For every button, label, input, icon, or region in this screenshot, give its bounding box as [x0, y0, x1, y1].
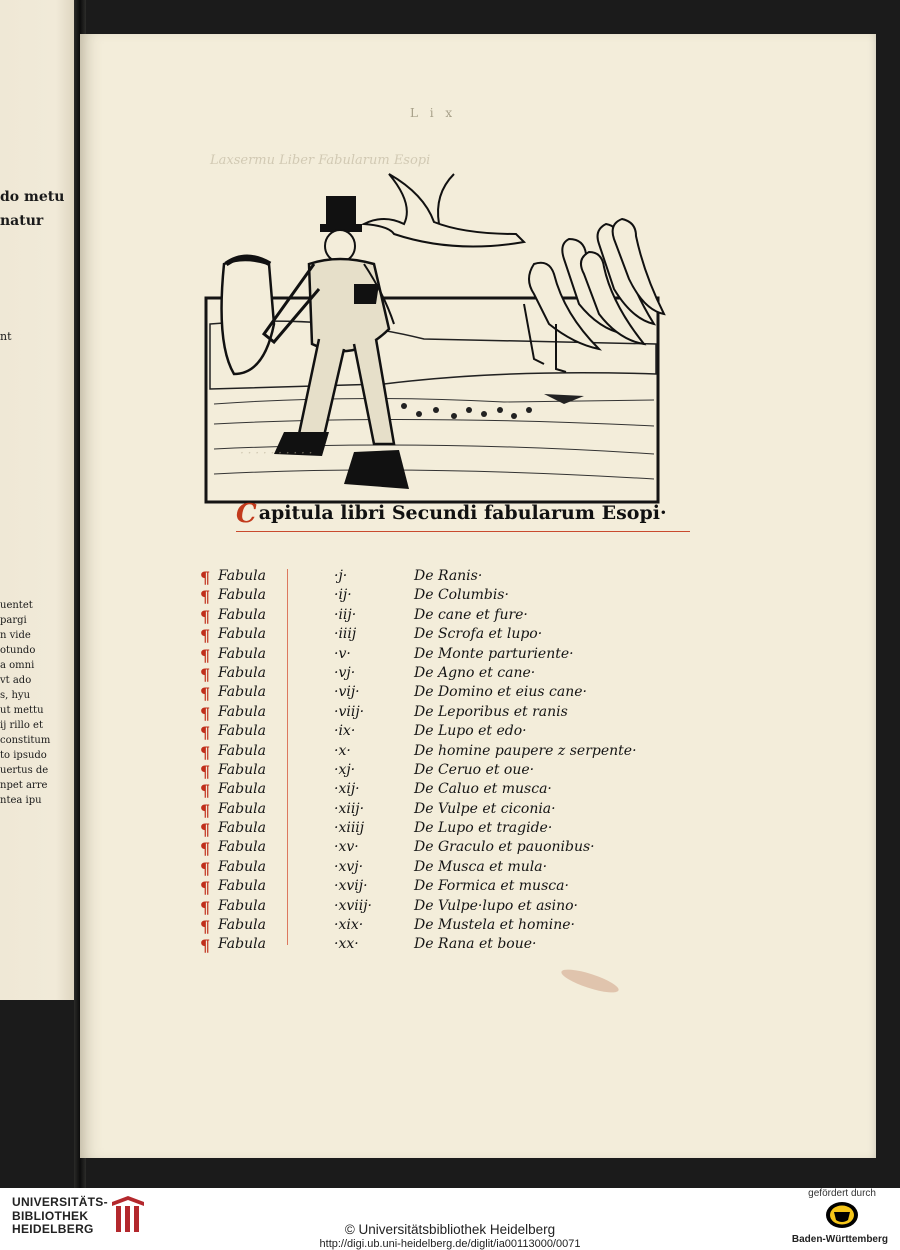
fable-title: De Vulpe et ciconia· — [414, 800, 556, 817]
left-line: to ipsudo — [0, 750, 47, 761]
sponsor-name: Baden-Württemberg — [791, 1234, 888, 1245]
table-row — [200, 585, 670, 607]
state-coat-of-arms-icon[interactable] — [824, 1200, 860, 1230]
fable-title: De Scrofa et lupo· — [414, 626, 543, 643]
fable-number: ·xix· — [334, 917, 364, 934]
pilcrow-icon: ¶ — [200, 742, 211, 762]
table-row — [200, 799, 670, 818]
fable-number: ·xvj· — [334, 858, 364, 875]
fable-title: De Columbis· — [414, 587, 509, 604]
left-line: nt — [0, 330, 12, 343]
fable-label: Fabula — [218, 587, 266, 604]
left-line: do metu — [0, 189, 65, 205]
fable-number: ·ix· — [334, 723, 356, 740]
pilcrow-icon: ¶ — [200, 684, 211, 704]
table-row — [200, 644, 670, 663]
fable-label: Fabula — [218, 897, 266, 914]
table-row — [200, 663, 670, 682]
left-line: vt ado — [0, 675, 32, 686]
fable-number: ·j· — [334, 568, 348, 584]
library-name-line: BIBLIOTHEK — [12, 1208, 89, 1223]
fable-title: De Rana et boue· — [414, 936, 537, 953]
pilcrow-icon: ¶ — [200, 761, 211, 781]
pilcrow-icon: ¶ — [200, 626, 211, 646]
fable-title: De cane et fure· — [414, 606, 528, 623]
table-row — [200, 779, 670, 801]
facing-page-left — [0, 0, 80, 1000]
fable-title: De Formica et musca· — [414, 878, 569, 895]
pilcrow-icon: ¶ — [200, 781, 211, 801]
chapter-heading-text: apitula libri Secundi fabularum Esopi· — [258, 502, 667, 524]
fable-number: ·ij· — [334, 587, 352, 604]
fable-label: Fabula — [218, 800, 266, 817]
table-row — [200, 818, 670, 840]
pilcrow-icon: ¶ — [200, 800, 211, 820]
pilcrow-icon: ¶ — [200, 820, 211, 840]
table-row — [200, 566, 670, 585]
fable-label: Fabula — [218, 820, 266, 837]
left-page-text-lower — [0, 598, 51, 808]
table-row — [200, 721, 670, 743]
fable-label: Fabula — [218, 761, 266, 778]
fable-number: ·vj· — [334, 664, 356, 681]
library-name-line: HEIDELBERG — [12, 1222, 94, 1236]
fable-title: De Domino et eius cane· — [414, 684, 587, 701]
fable-number: ·vij· — [334, 684, 360, 701]
left-line: ij rillo et — [0, 720, 43, 731]
fable-label: Fabula — [218, 742, 266, 759]
fable-number: ·xiiij — [334, 820, 365, 837]
table-row — [200, 915, 670, 937]
fable-label: Fabula — [218, 626, 266, 643]
fable-number: ·xj· — [334, 761, 356, 778]
table-row — [200, 857, 670, 876]
fable-number: ·iiij — [334, 626, 357, 643]
table-row — [200, 702, 670, 721]
fable-label: Fabula — [218, 917, 266, 934]
pilcrow-icon: ¶ — [200, 606, 211, 626]
left-line: constitum — [0, 735, 51, 746]
permalink-url[interactable]: http://digi.ub.uni-heidelberg.de/diglit/ia00113000/0071 — [319, 1238, 581, 1250]
left-line: ntea ipu — [0, 795, 42, 806]
fable-title: De Vulpe·lupo et asino· — [414, 897, 578, 914]
left-page-text-mid — [0, 330, 40, 344]
pilcrow-icon: ¶ — [200, 568, 211, 587]
left-line: npet arre — [0, 780, 48, 791]
table-row — [200, 741, 670, 760]
fable-title: De Ceruo et oue· — [414, 761, 535, 778]
fable-index — [200, 566, 670, 954]
fable-number: ·xvij· — [334, 878, 368, 895]
fable-number: ·viij· — [334, 703, 365, 720]
pilcrow-icon: ¶ — [200, 723, 211, 743]
pilcrow-icon: ¶ — [200, 839, 211, 859]
fable-title: De Musca et mula· — [414, 858, 548, 875]
fable-title: De Agno et cane· — [414, 664, 536, 681]
table-row — [200, 605, 670, 624]
fable-title: De Leporibus et ranis — [414, 703, 568, 720]
fable-label: Fabula — [218, 878, 266, 895]
pilcrow-icon: ¶ — [200, 587, 211, 607]
fable-label: Fabula — [218, 664, 266, 681]
sponsor-label: gefördert durch — [808, 1188, 876, 1199]
fable-number: ·xij· — [334, 781, 360, 798]
fable-title: De Graculo et pauonibus· — [414, 839, 595, 856]
fable-label: Fabula — [218, 645, 266, 662]
table-row — [200, 682, 670, 704]
pilcrow-icon: ¶ — [200, 878, 211, 898]
pilcrow-icon: ¶ — [200, 936, 211, 956]
pilcrow-icon: ¶ — [200, 645, 211, 665]
fable-title: De homine paupere z serpente· — [414, 742, 637, 759]
table-row — [200, 837, 670, 859]
fable-number: ·xv· — [334, 839, 359, 856]
left-line: a omni — [0, 660, 35, 671]
left-line: uentet — [0, 600, 33, 611]
left-line: uertus de — [0, 765, 49, 776]
fable-number: ·xiij· — [334, 800, 365, 817]
rubricated-initial: C — [236, 499, 257, 529]
heading-underline — [236, 531, 690, 532]
fable-title: De Monte parturiente· — [414, 645, 574, 662]
table-row — [200, 876, 670, 898]
bleed-through-heading: Laxsermu Liber Fabularum Esopi — [210, 153, 431, 168]
fable-title: De Caluo et musca· — [414, 781, 552, 798]
table-row — [200, 760, 670, 779]
left-line: otundo — [0, 645, 36, 656]
pilcrow-icon: ¶ — [200, 897, 211, 917]
left-line: s, hyu — [0, 690, 31, 701]
page-mark: L i x — [410, 106, 457, 120]
fable-number: ·xx· — [334, 936, 359, 953]
fable-label: Fabula — [218, 936, 266, 953]
fable-title: De Lupo et tragide· — [414, 820, 553, 837]
fable-number: ·xviij· — [334, 897, 373, 914]
left-page-text-top — [0, 185, 65, 233]
fable-title: De Mustela et homine· — [414, 917, 575, 934]
copyright-notice: © Universitätsbibliothek Heidelberg — [344, 1222, 556, 1237]
pilcrow-icon: ¶ — [200, 858, 211, 878]
fable-label: Fabula — [218, 723, 266, 740]
footer-bar — [0, 1188, 900, 1250]
table-row — [200, 896, 670, 915]
pilcrow-icon: ¶ — [200, 703, 211, 723]
left-line: pargi — [0, 615, 27, 626]
ink-smudge — [559, 965, 620, 997]
pilcrow-icon: ¶ — [200, 664, 211, 684]
chapter-heading — [236, 496, 702, 532]
left-line: n vide — [0, 630, 31, 641]
fable-label: Fabula — [218, 703, 266, 720]
library-name-line: UNIVERSITÄTS- — [12, 1195, 108, 1209]
fable-number: ·v· — [334, 645, 351, 662]
fable-label: Fabula — [218, 568, 266, 584]
fable-label: Fabula — [218, 684, 266, 701]
fable-label: Fabula — [218, 781, 266, 798]
left-line: natur — [0, 213, 44, 229]
bleed-through-text: · · · · · · · · · · — [240, 446, 313, 460]
fable-number: ·x· — [334, 742, 351, 759]
table-row — [200, 624, 670, 646]
fable-label: Fabula — [218, 606, 266, 623]
left-line: ut mettu — [0, 705, 44, 716]
fable-label: Fabula — [218, 858, 266, 875]
pilcrow-icon: ¶ — [200, 917, 211, 937]
fable-title: De Lupo et edo· — [414, 723, 527, 740]
book-page — [80, 34, 876, 1158]
fable-label: Fabula — [218, 839, 266, 856]
fable-number: ·iij· — [334, 606, 357, 623]
table-row — [200, 934, 670, 956]
fable-title: De Ranis· — [414, 568, 483, 584]
